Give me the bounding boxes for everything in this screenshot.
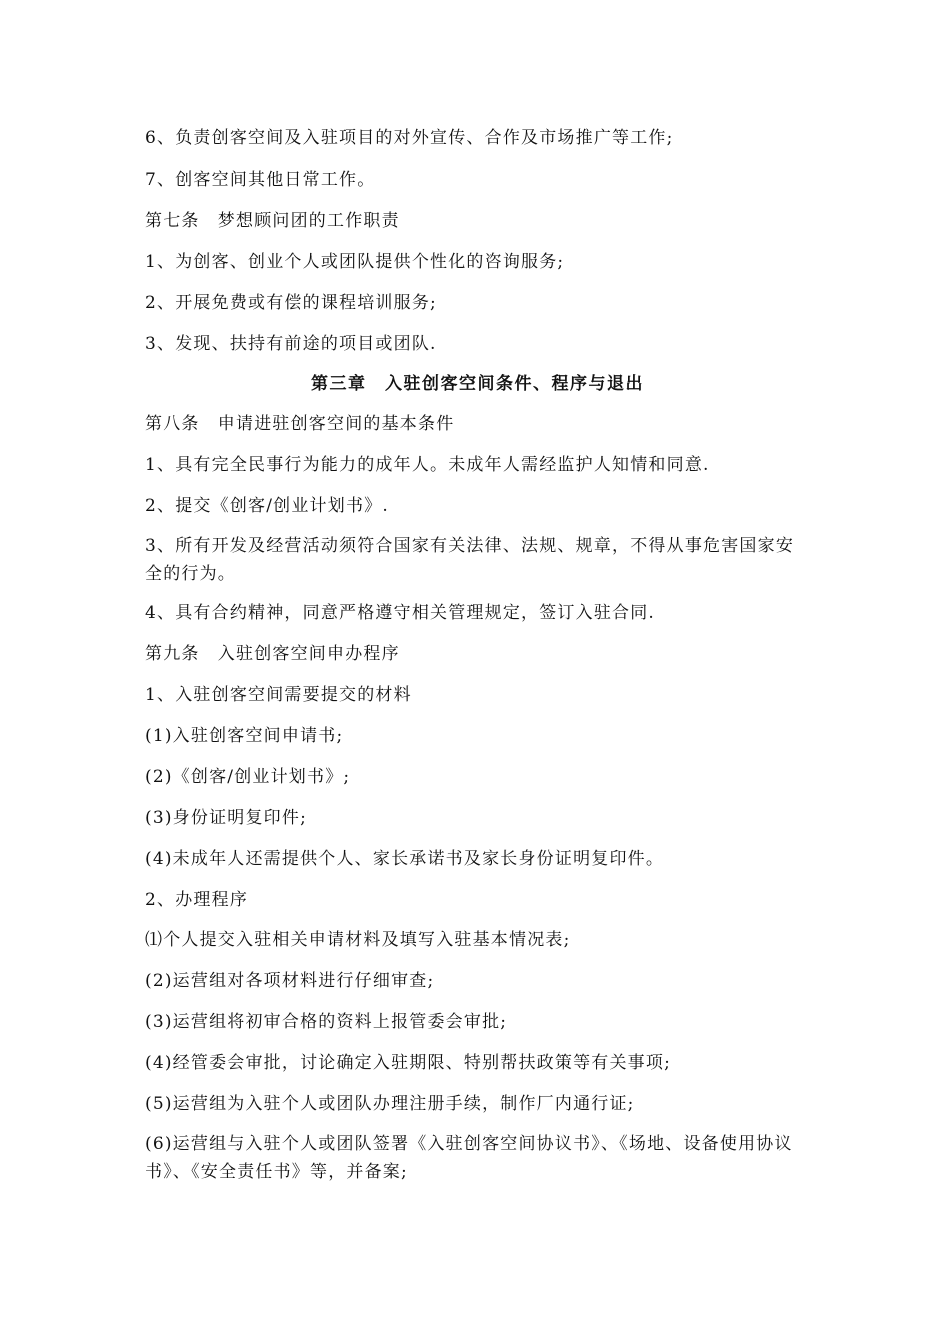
list-item: (5)运营组为入驻个人或团队办理注册手续，制作厂内通行证; bbox=[145, 1094, 635, 1114]
paragraph: 6、负责创客空间及入驻项目的对外宣传、合作及市场推广等工作; bbox=[145, 128, 674, 148]
paragraph: 2、办理程序 bbox=[145, 890, 249, 910]
paragraph: 7、创客空间其他日常工作。 bbox=[145, 170, 376, 190]
article-heading: 第九条 入驻创客空间申办程序 bbox=[145, 644, 400, 664]
list-item: (4)经管委会审批，讨论确定入驻期限、特别帮扶政策等有关事项; bbox=[145, 1053, 672, 1073]
article-heading: 第八条 申请进驻创客空间的基本条件 bbox=[145, 414, 455, 434]
list-item: (4)未成年人还需提供个人、家长承诺书及家长身份证明复印件。 bbox=[145, 849, 665, 869]
chapter-heading: 第三章 入驻创客空间条件、程序与退出 bbox=[311, 374, 644, 394]
paragraph: 1、入驻创客空间需要提交的材料 bbox=[145, 685, 412, 705]
list-item: (1)入驻创客空间申请书; bbox=[145, 726, 344, 746]
paragraph: 4、具有合约精神，同意严格遵守相关管理规定，签订入驻合同. bbox=[145, 603, 656, 623]
list-item: (2)运营组对各项材料进行仔细审查; bbox=[145, 971, 435, 991]
list-item: (3)身份证明复印件; bbox=[145, 808, 308, 828]
article-heading: 第七条 梦想顾问团的工作职责 bbox=[145, 211, 400, 231]
list-item: (3)运营组将初审合格的资料上报管委会审批; bbox=[145, 1012, 508, 1032]
list-item: (6)运营组与入驻个人或团队签署《入驻创客空间协议书》、《场地、设备使用协议书》、《安全责任书》等，并备案; bbox=[145, 1134, 793, 1182]
paragraph: 3、所有开发及经营活动须符合国家有关法律、法规、规章，不得从事危害国家安全的行为。 bbox=[145, 536, 795, 584]
paragraph: 2、提交《创客/创业计划书》. bbox=[145, 496, 389, 516]
paragraph: 1、为创客、创业个人或团队提供个性化的咨询服务; bbox=[145, 252, 565, 272]
paragraph: 3、发现、扶持有前途的项目或团队. bbox=[145, 334, 437, 354]
paragraph: 2、开展免费或有偿的课程培训服务; bbox=[145, 293, 437, 313]
list-item: ⑴个人提交入驻相关申请材料及填写入驻基本情况表; bbox=[145, 930, 571, 950]
list-item: (2)《创客/创业计划书》; bbox=[145, 767, 351, 787]
paragraph: 1、具有完全民事行为能力的成年人。未成年人需经监护人知情和同意. bbox=[145, 455, 710, 475]
